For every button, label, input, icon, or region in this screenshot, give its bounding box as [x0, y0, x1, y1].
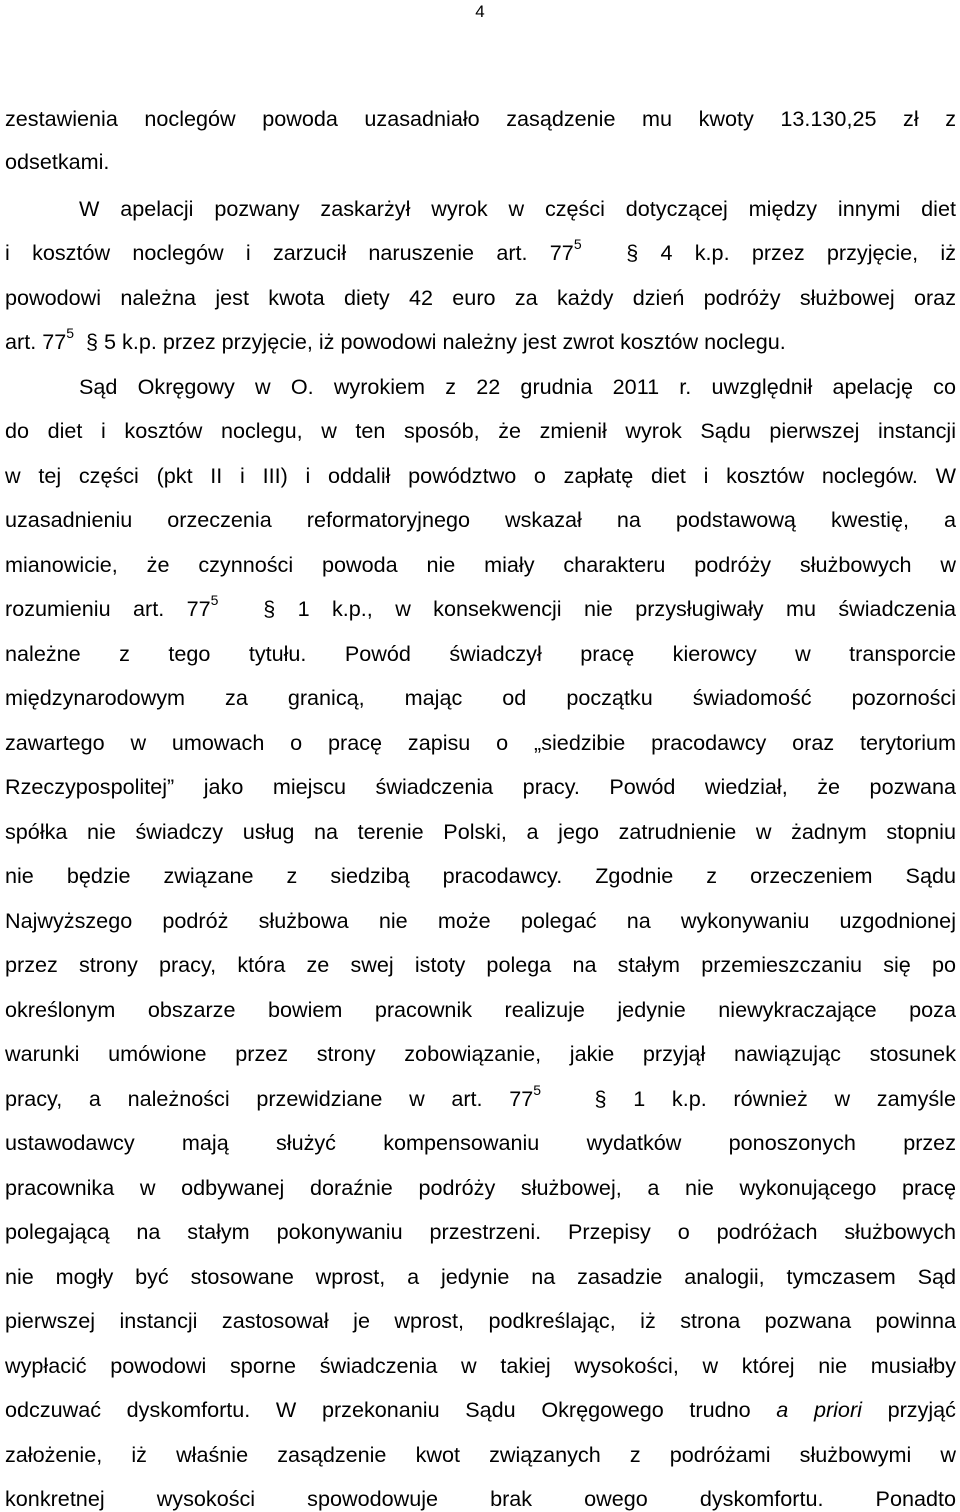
- text-segment: § 1 k.p., w konsekwencji nie przysługiwały mu świadczenia: [263, 596, 956, 621]
- text-line: spółka nie świadczy usług na terenie Polski, a jego zatrudnienie w żadnym stopniu: [5, 819, 956, 844]
- text-line: ustawodawcy mają służyć kompensowaniu wydatków ponoszonych przez: [5, 1130, 956, 1155]
- text-line: nie będzie związane z siedzibą pracodawcy. Zgodnie z orzeczeniem Sądu: [5, 863, 956, 888]
- text-line: [5, 1082, 956, 1112]
- text-line: [5, 325, 956, 355]
- text-line: pracownika w odbywanej doraźnie podróży służbowej, a nie wykonującego pracę: [5, 1175, 956, 1200]
- superscript: 5: [573, 236, 582, 252]
- text-line: warunki umówione przez strony zobowiązanie, jakie przyjął nawiązując stosunek: [5, 1041, 956, 1066]
- text-line: międzynarodowym za granicą, mając od początku świadomość pozorności: [5, 685, 956, 710]
- text-line: mianowicie, że czynności powoda nie miały charakteru podróży służbowych w: [5, 552, 956, 577]
- text-line: konkretnej wysokości spowodowuje brak owego dyskomfortu. Ponadto: [5, 1486, 956, 1511]
- text-segment: i kosztów noclegów i zarzucił naruszenie art. 77: [5, 240, 574, 265]
- text-line: zestawienia noclegów powoda uzasadniało zasądzenie mu kwoty 13.130,25 zł z: [5, 106, 956, 131]
- superscript: 5: [533, 1082, 542, 1098]
- text-line: uzasadnieniu orzeczenia reformatoryjnego wskazał na podstawową kwestię, a: [5, 507, 956, 532]
- text-line: odsetkami.: [5, 149, 110, 174]
- text-segment: § 1 k.p. również w zamyśle: [594, 1086, 956, 1111]
- text-segment: art. 77: [5, 329, 67, 354]
- italic-text: a priori: [776, 1397, 862, 1422]
- text-line: Najwyższego podróż służbowa nie może polegać na wykonywaniu uzgodnionej: [5, 908, 956, 933]
- text-line: założenie, iż właśnie zasądzenie kwot związanych z podróżami służbowymi w: [5, 1442, 956, 1467]
- text-segment: rozumieniu art. 77: [5, 596, 211, 621]
- text-line: określonym obszarze bowiem pracownik realizuje jedynie niewykraczające poza: [5, 997, 956, 1022]
- text-segment: § 4 k.p. przez przyjęcie, iż: [626, 240, 956, 265]
- text-line: [5, 236, 956, 266]
- text-line: W apelacji pozwany zaskarżył wyrok w części dotyczącej między innymi diet: [79, 196, 956, 221]
- text-line: Rzeczypospolitej” jako miejscu świadczenia pracy. Powód wiedział, że pozwana: [5, 774, 956, 799]
- text-segment: § 5 k.p. przez przyjęcie, iż powodowi należny jest zwrot kosztów noclegu.: [86, 329, 786, 354]
- text-line: powodowi należna jest kwota diety 42 euro za każdy dzień podróży służbowej oraz: [5, 285, 956, 310]
- text-line: nie mogły być stosowane wprost, a jedynie na zasadzie analogii, tymczasem Sąd: [5, 1264, 956, 1289]
- text-line: [5, 592, 956, 622]
- text-line: wypłacić powodowi sporne świadczenia w takiej wysokości, w której nie musiałby: [5, 1353, 956, 1378]
- text-line: należne z tego tytułu. Powód świadczył pracę kierowcy w transporcie: [5, 641, 956, 666]
- text-line: przez strony pracy, która ze swej istoty polega na stałym przemieszczaniu się po: [5, 952, 956, 977]
- text-segment: pracy, a należności przewidziane w art. 77: [5, 1086, 534, 1111]
- page-number: 4: [475, 2, 485, 21]
- text-segment: odczuwać dyskomfortu. W przekonaniu Sądu Okręgowego trudno: [5, 1397, 777, 1422]
- text-line: do diet i kosztów noclegu, w ten sposób, że zmienił wyrok Sądu pierwszej instancji: [5, 418, 956, 443]
- text-segment: przyjąć: [861, 1397, 956, 1422]
- text-line: [5, 1397, 956, 1423]
- text-line: w tej części (pkt II i III) i oddalił powództwo o zapłatę diet i kosztów noclegów. W: [5, 463, 956, 488]
- text-line: pierwszej instancji zastosował je wprost, podkreślając, iż strona pozwana powinna: [5, 1308, 956, 1333]
- superscript: 5: [210, 592, 219, 608]
- text-segment: Sąd Okręgowy w O. wyrokiem z 22 grudnia 2011 r. uwzględnił apelację co: [79, 374, 956, 399]
- text-line: [5, 374, 956, 400]
- text-line: zawartego w umowach o pracę zapisu o „siedzibie pracodawcy oraz terytorium: [5, 730, 956, 755]
- text-line: polegającą na stałym pokonywaniu przestrzeni. Przepisy o podróżach służbowych: [5, 1219, 956, 1244]
- superscript: 5: [66, 325, 75, 341]
